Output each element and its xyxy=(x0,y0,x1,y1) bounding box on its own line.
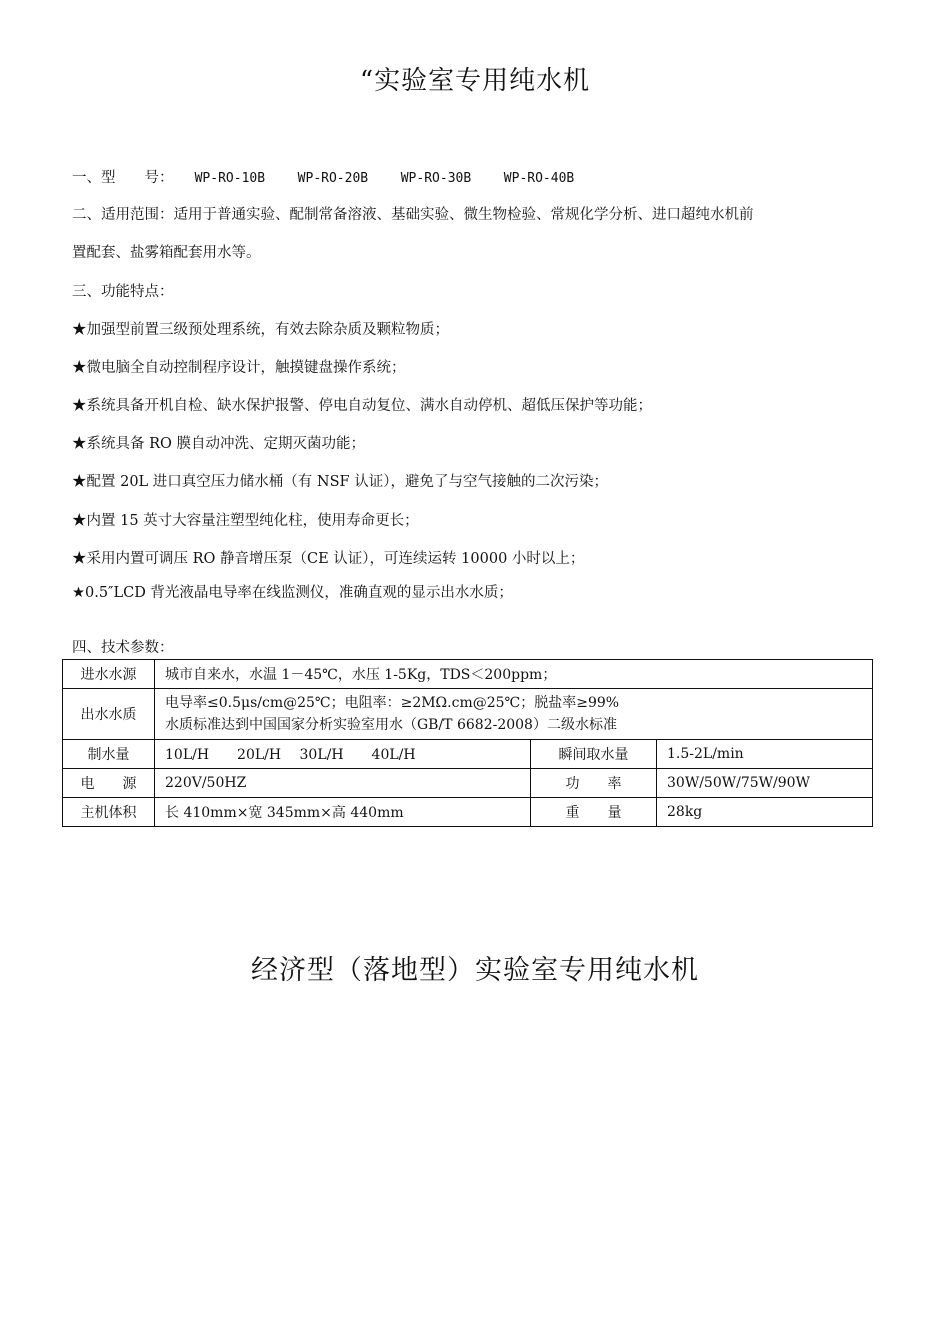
inlet-label: 进水水源 xyxy=(63,660,155,689)
model-item: WP-RO-40B xyxy=(503,171,575,186)
outlet-value-line-1: 电导率≤0.5μs/cm@25℃；电阻率：≥2MΩ.cm@25℃；脱盐率≥99% xyxy=(165,695,620,711)
feature-item: ★0.5″LCD 背光液晶电导率在线监测仪，准确直观的显示出水水质； xyxy=(72,585,513,601)
page-title: “实验室专用纯水机 xyxy=(359,66,591,96)
table-row xyxy=(63,740,873,769)
flow-label: 瞬间取水量 xyxy=(531,740,657,769)
power-label: 电 源 xyxy=(63,769,155,798)
table-row xyxy=(63,689,873,740)
feature-item: ★内置 15 英寸大容量注塑型纯化柱，使用寿命更长； xyxy=(72,513,419,529)
features-heading: 三、功能特点： xyxy=(72,284,174,300)
model-item: WP-RO-20B xyxy=(297,171,369,186)
spec-table xyxy=(62,659,873,827)
table-row xyxy=(63,798,873,827)
capacity-label: 制水量 xyxy=(63,740,155,769)
feature-item: ★采用内置可调压 RO 静音增压泵（CE 认证），可连续运转 10000 小时以上； xyxy=(72,551,585,567)
outlet-value xyxy=(155,689,873,740)
feature-item: ★系统具备开机自检、缺水保护报警、停电自动复位、满水自动停机、超低压保护等功能； xyxy=(72,398,652,414)
feature-item: ★微电脑全自动控制程序设计，触摸键盘操作系统； xyxy=(72,360,406,376)
model-item: WP-RO-10B xyxy=(194,171,266,186)
size-label: 主机体积 xyxy=(63,798,155,827)
feature-item: ★加强型前置三级预处理系统，有效去除杂质及颗粒物质； xyxy=(72,322,449,338)
scope-line-2: 置配套、盐雾箱配套用水等。 xyxy=(72,245,261,261)
power-value: 220V/50HZ xyxy=(155,769,531,798)
outlet-label: 出水水质 xyxy=(63,689,155,740)
model-line xyxy=(72,166,872,187)
feature-item: ★系统具备 RO 膜自动冲洗、定期灭菌功能； xyxy=(72,436,366,452)
wattage-label: 功 率 xyxy=(531,769,657,798)
feature-item: ★配置 20L 进口真空压力储水桶（有 NSF 认证），避免了与空气接触的二次污染； xyxy=(72,474,608,490)
table-row xyxy=(63,769,873,798)
capacity-value: 10L/H 20L/H 30L/H 40L/H xyxy=(155,740,531,769)
flow-value: 1.5-2L/min xyxy=(657,740,873,769)
weight-value: 28kg xyxy=(657,798,873,827)
wattage-value: 30W/50W/75W/90W xyxy=(657,769,873,798)
outlet-value-line-2: 水质标准达到中国国家分析实验室用水（GB/T 6682-2008）二级水标准 xyxy=(165,717,617,733)
scope-line-1: 二、适用范围：适用于普通实验、配制常备溶液、基础实验、微生物检验、常规化学分析、进口超纯水机前 xyxy=(72,207,754,223)
spec-heading: 四、技术参数： xyxy=(72,640,174,656)
inlet-value: 城市自来水，水温 1－45℃，水压 1-5Kg，TDS＜200ppm； xyxy=(155,660,873,689)
size-value: 长 410mm×宽 345mm×高 440mm xyxy=(155,798,531,827)
weight-label: 重 量 xyxy=(531,798,657,827)
model-item: WP-RO-30B xyxy=(400,171,472,186)
model-label: 一、型 号： xyxy=(72,170,174,186)
secondary-title: 经济型（落地型）实验室专用纯水机 xyxy=(251,955,699,986)
table-row xyxy=(63,660,873,689)
